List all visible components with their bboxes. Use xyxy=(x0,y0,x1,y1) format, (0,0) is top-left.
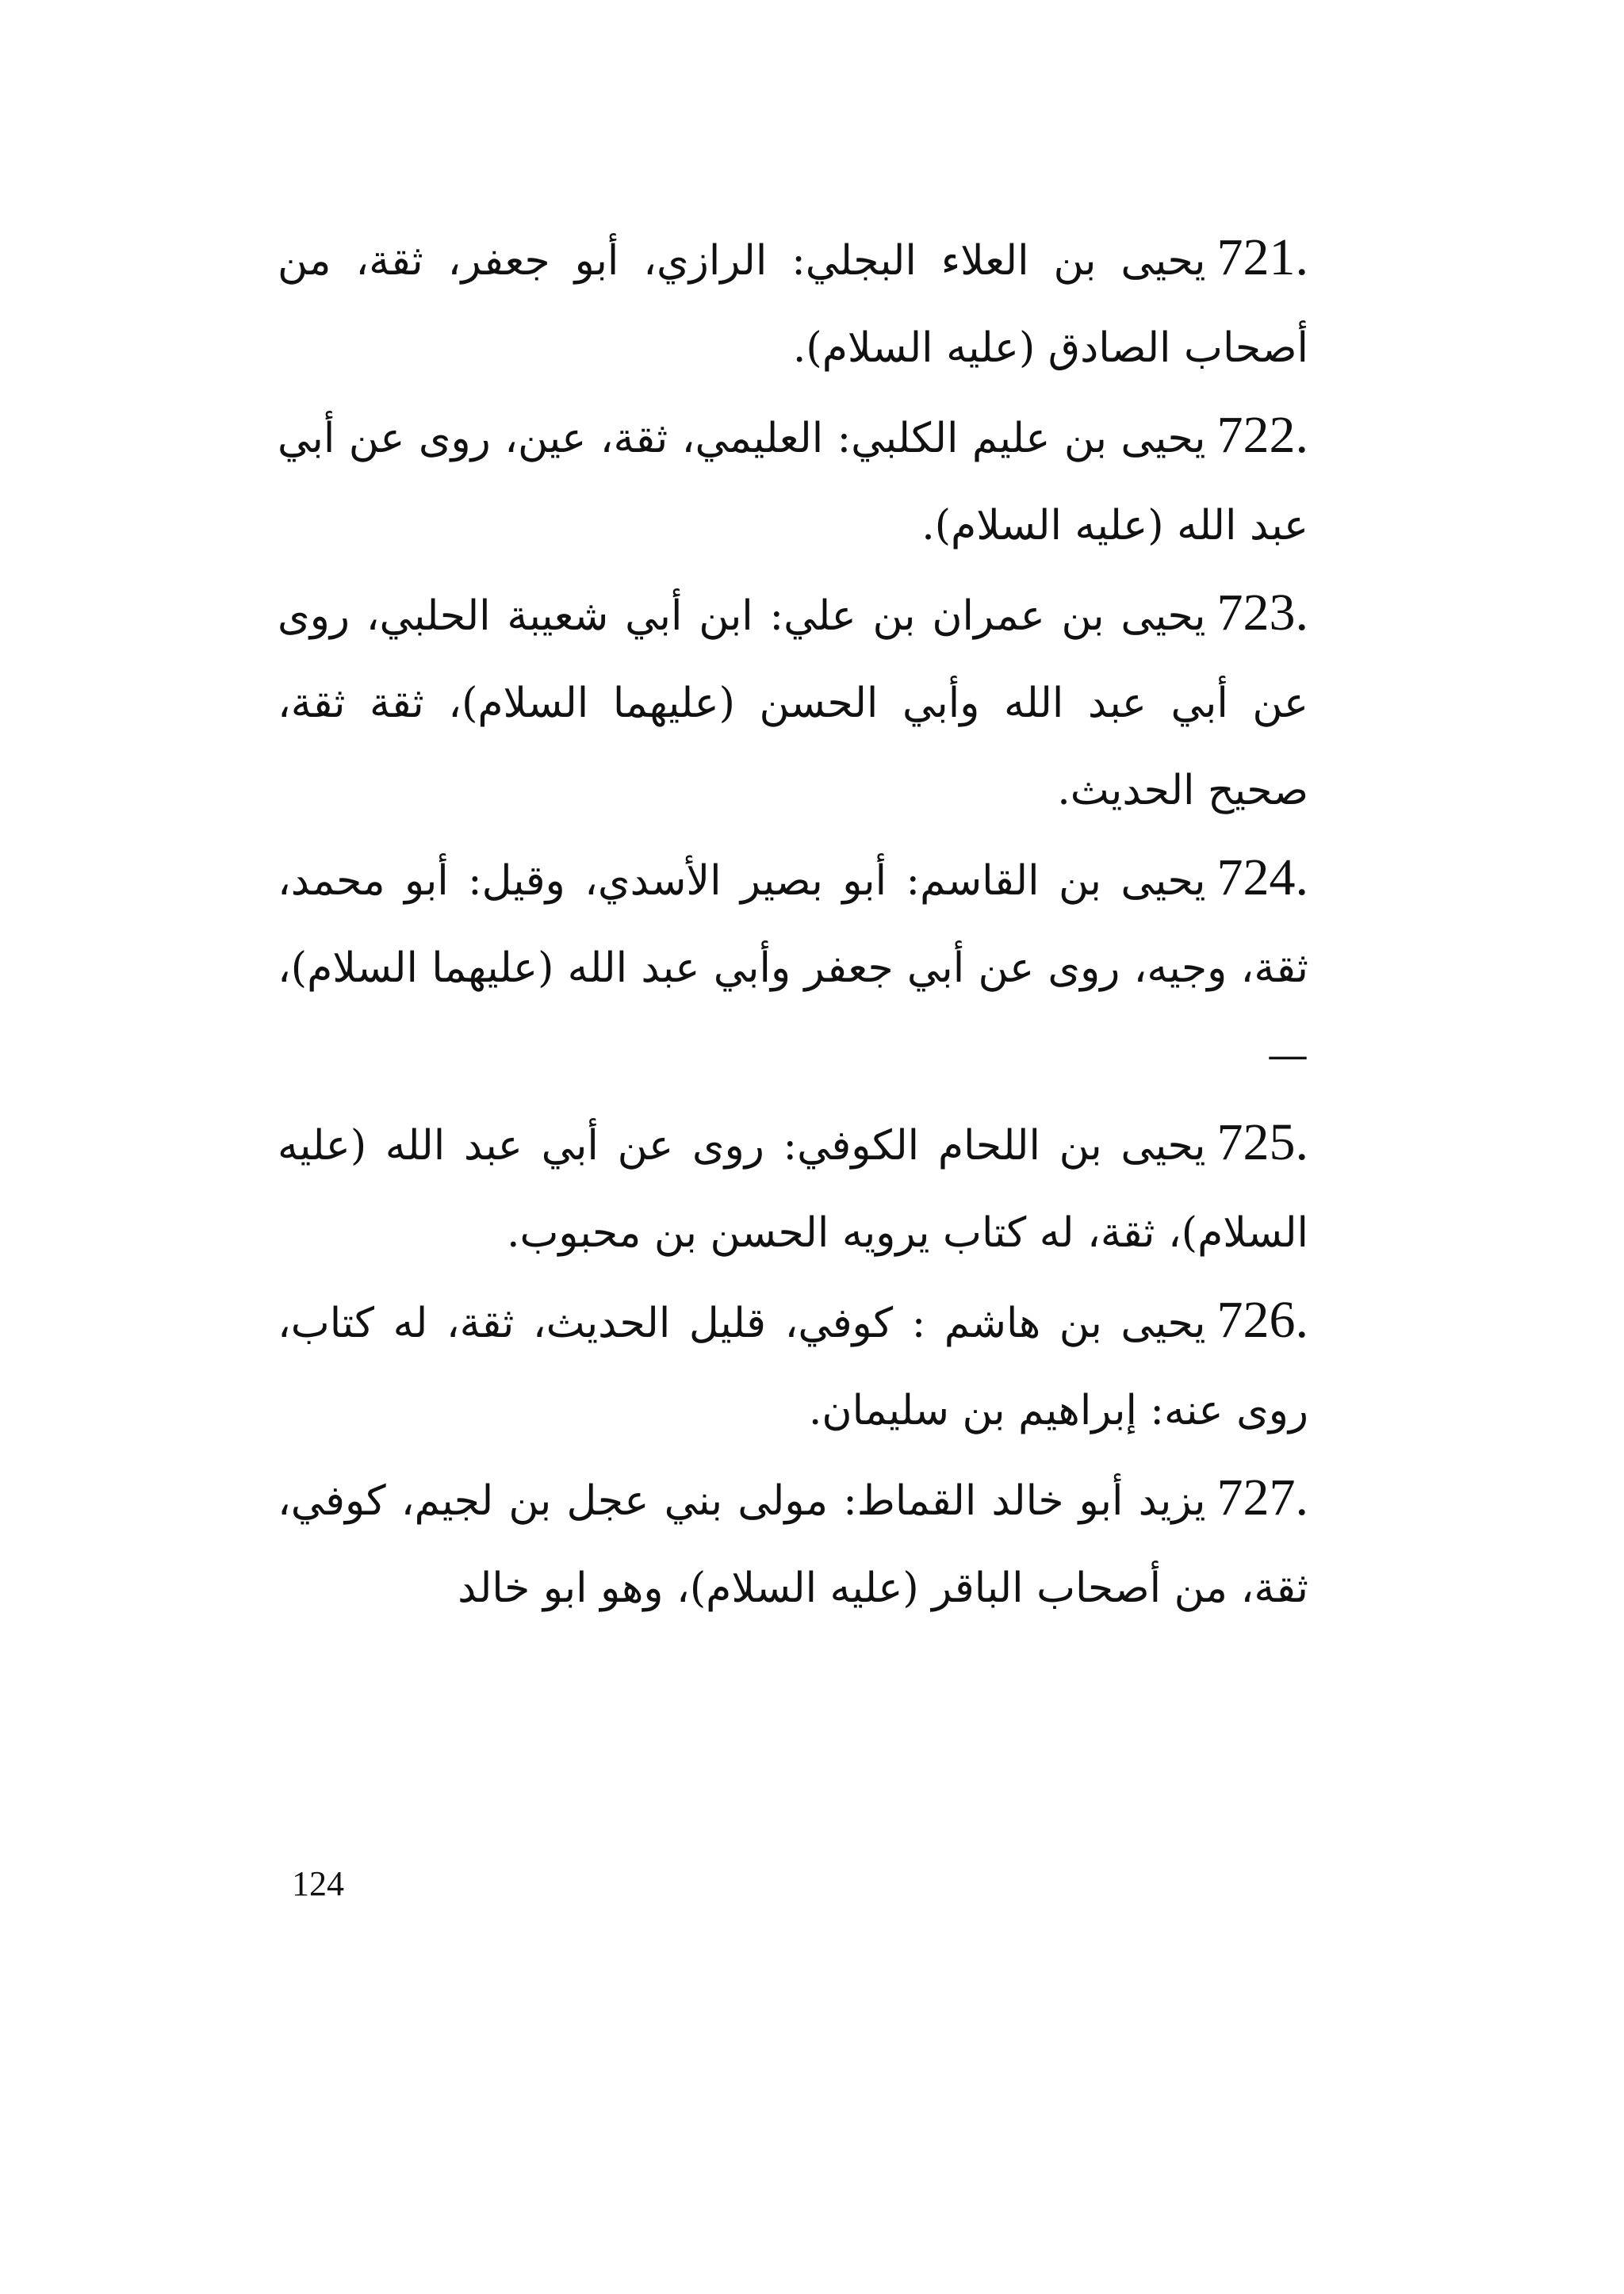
entry-text: يزيد أبو خالد القماط: مولى بني عجل بن لجيم، كوفي، ثقة، من أصحاب الباقر (عليه السلام)، وهو ابو خالد xyxy=(278,1477,1308,1612)
entry-number: 723. xyxy=(1216,584,1308,641)
entry-723 xyxy=(278,569,1308,834)
entry-724 xyxy=(278,834,1308,1099)
entry-text: يحيى بن عمران بن علي: ابن أبي شعيبة الحلبي، روى عن أبي عبد الله وأبي الحسن (عليهما السلام)، ثقة ثقة، صحيح الحديث. xyxy=(278,592,1308,814)
entry-list xyxy=(278,214,1308,1632)
page-number: 124 xyxy=(292,1864,344,1903)
entry-number: 725. xyxy=(1216,1113,1308,1171)
entry-722 xyxy=(278,392,1308,569)
entry-number: 726. xyxy=(1216,1291,1308,1349)
entry-number: 727. xyxy=(1216,1469,1308,1526)
entry-727 xyxy=(278,1454,1308,1632)
entry-725 xyxy=(278,1099,1308,1277)
entry-number: 722. xyxy=(1216,406,1308,464)
entry-text: يحيى بن عليم الكلبي: العليمي، ثقة، عين، روى عن أبي عبد الله (عليه السلام). xyxy=(278,415,1308,550)
entry-text: يحيى بن هاشم : كوفي، قليل الحديث، ثقة، له كتاب، روى عنه: إبراهيم بن سليمان. xyxy=(278,1300,1308,1434)
entry-number: 724. xyxy=(1216,848,1308,906)
entry-text: يحيى بن اللحام الكوفي: روى عن أبي عبد الله (عليه السلام)، ثقة، له كتاب يرويه الحسن بن محبوب. xyxy=(278,1122,1308,1257)
entry-721 xyxy=(278,214,1308,392)
entry-726 xyxy=(278,1277,1308,1454)
entry-number: 721. xyxy=(1216,228,1308,286)
entry-text: يحيى بن العلاء البجلي: الرازي، أبو جعفر، ثقة، من أصحاب الصادق (عليه السلام). xyxy=(278,237,1308,372)
entry-text: يحيى بن القاسم: أبو بصير الأسدي، وقيل: أبو محمد، ثقة، وجيه، روى عن أبي جعفر وأبي عبد الله (عليهما السلام)، — xyxy=(278,857,1308,1079)
